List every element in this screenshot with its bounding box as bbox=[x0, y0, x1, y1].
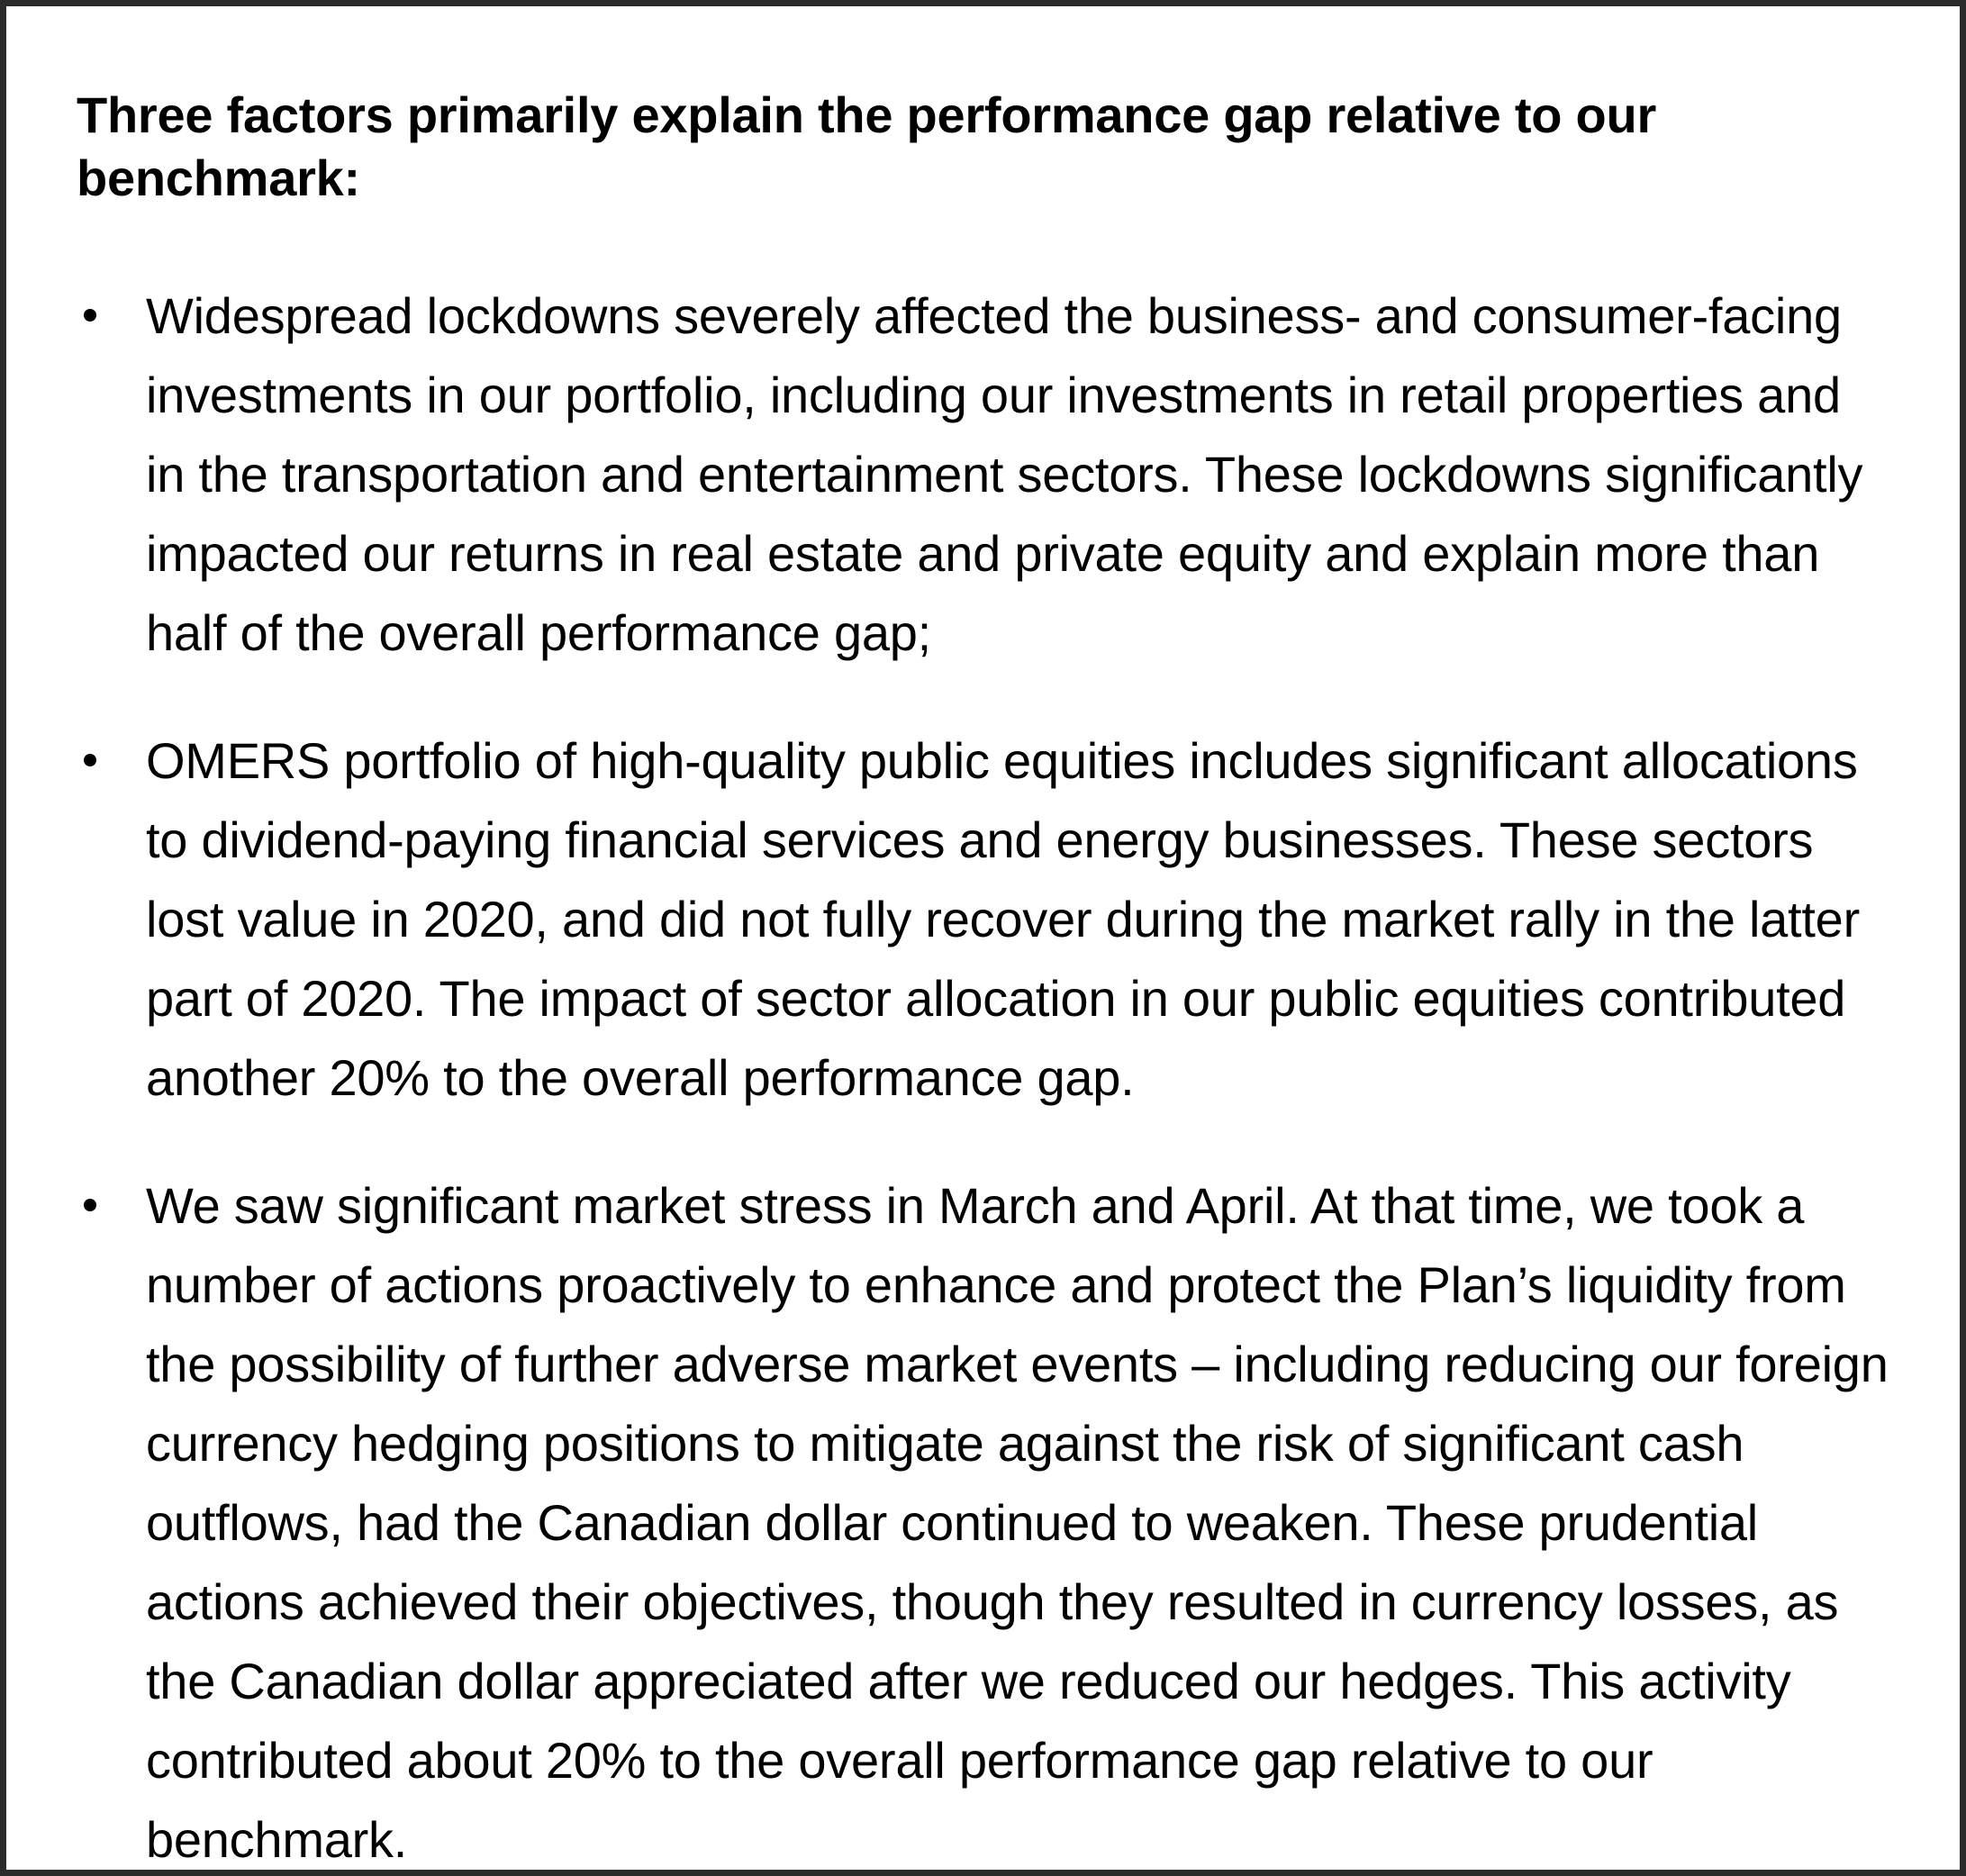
section-heading: Three factors primarily explain the performance gap relative to our benchmark: bbox=[77, 86, 1657, 206]
bullet-cell bbox=[77, 276, 146, 673]
list-item bbox=[77, 1166, 1889, 1876]
bullet-icon bbox=[84, 1199, 96, 1211]
list-item-text: OMERS portfolio of high-quality public equities includes significant allocations to dividend-paying financial services and energy businesses. These sectors lost value in 2020, and did not fully recover during the market rally in the latter part of 2020. The impact of sector allocation in our public equities contributed another 20% to the overall performance gap. bbox=[146, 732, 1860, 1106]
list-item bbox=[77, 276, 1889, 673]
bullet-icon bbox=[84, 754, 96, 766]
bullet-cell bbox=[77, 721, 146, 1118]
bullet-cell bbox=[77, 1166, 146, 1876]
factors-list bbox=[77, 276, 1889, 1876]
list-item-text: Widespread lockdowns severely affected the business- and consumer-facing investments in our portfolio, including our investments in retail properties and in the transportation and entertainment sectors. These lockdowns significantly impacted our returns in real estate and private equity and explain more than half of the overall performance gap; bbox=[146, 287, 1863, 661]
bullet-icon bbox=[84, 309, 96, 322]
list-item-text: We saw significant market stress in March and April. At that time, we took a number of actions proactively to enhance and protect the Plan’s liquidity from the possibility of further adverse market events – including reducing our foreign currency hedging positions to mitigate against the risk of significant cash outflows, had the Canadian dollar continued to weaken. These prudential actions achieved their objectives, though they resulted in currency losses, as the Canadian dollar appreciated after we reduced our hedges. This activity contributed about 20% to the overall performance gap relative to our benchmark. bbox=[146, 1177, 1889, 1868]
list-item bbox=[77, 721, 1889, 1118]
